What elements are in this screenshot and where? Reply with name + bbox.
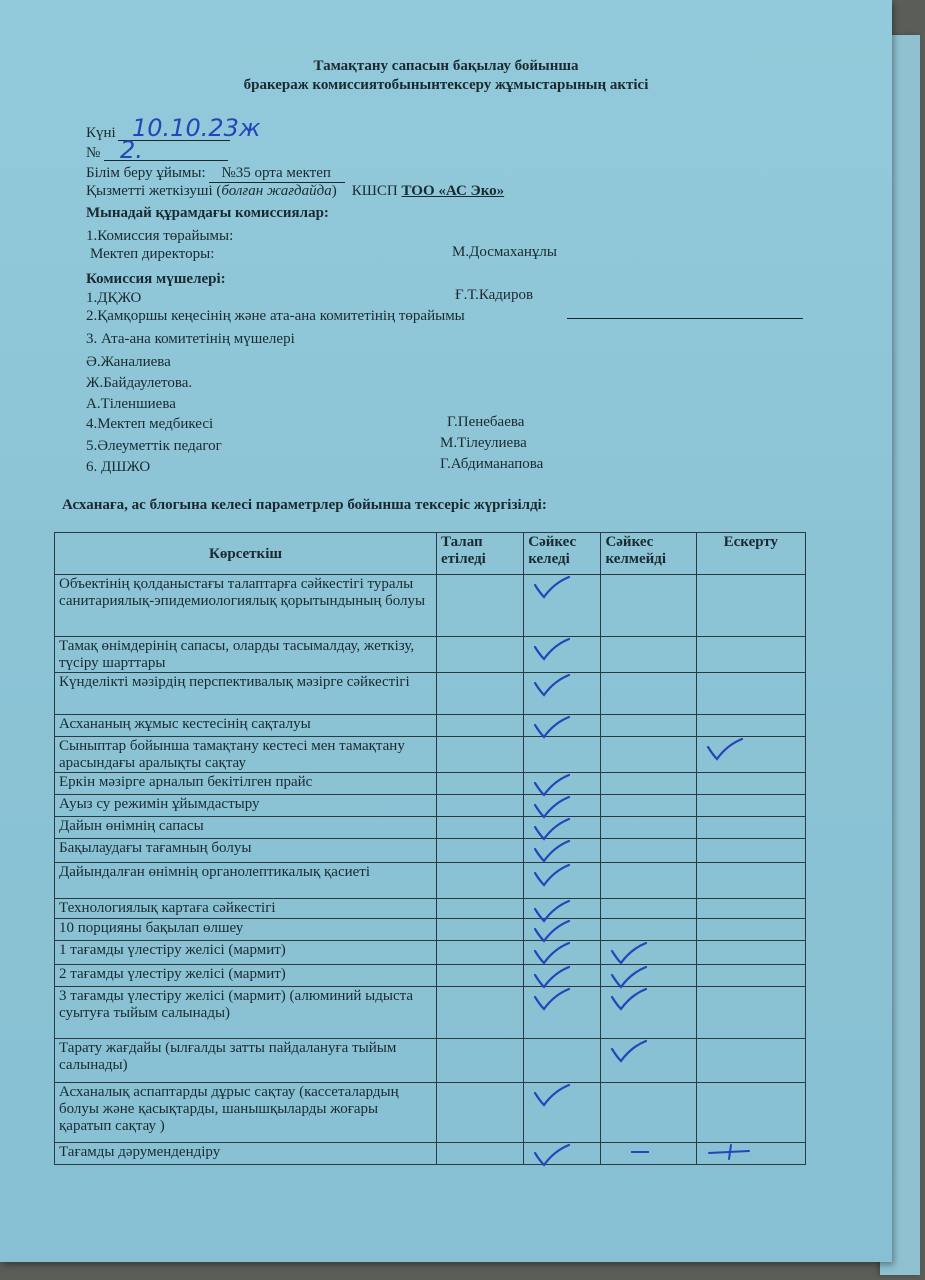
table-row [55,1143,806,1165]
member1-name: Ғ.Т.Кадиров [455,287,534,303]
row-nomatch-cell [601,637,696,673]
row-note-cell [696,941,805,965]
row-nomatch-cell [601,941,696,965]
row-indicator-text: 2 тағамды үлестіру желісі (мармит) [55,965,437,987]
row-indicator-text: 1 тағамды үлестіру желісі (мармит) [55,941,437,965]
row-required-cell [437,987,524,1039]
handwritten-check-icon [532,1143,572,1169]
row-required-cell [437,941,524,965]
member5-label: 5.Әлеуметтік педагог [86,438,222,454]
row-match-cell [524,773,601,795]
table-row [55,817,806,839]
row-note-cell [696,795,805,817]
table-row [55,941,806,965]
row-match-cell [524,1083,601,1143]
table-row [55,773,806,795]
row-match-cell [524,919,601,941]
table-row [55,899,806,919]
row-nomatch-cell [601,773,696,795]
row-match-cell [524,817,601,839]
row-note-cell [696,1083,805,1143]
row-required-cell [437,1039,524,1083]
table-row [55,965,806,987]
handwritten-check-icon [532,863,572,889]
number-handwritten: 2. [120,136,143,164]
row-required-cell [437,899,524,919]
row-note-cell [696,987,805,1039]
supplier-row [86,183,504,200]
org-value: №35 орта мектеп [209,165,345,183]
row-note-cell [696,637,805,673]
handwritten-dash-icon [631,1151,649,1153]
row-match-cell [524,795,601,817]
row-nomatch-cell [601,965,696,987]
row-required-cell [437,673,524,715]
row-required-cell [437,795,524,817]
table-row [55,715,806,737]
row-nomatch-cell [601,1039,696,1083]
row-note-cell [696,673,805,715]
row-indicator-text: 10 порцияны бақылап өлшеу [55,919,437,941]
member5-name: М.Тілеулиева [440,435,527,451]
row-indicator-text: 3 тағамды үлестіру желісі (мармит) (алюминий ыдыста суытуға тыйым салынады) [55,987,437,1039]
row-required-cell [437,919,524,941]
org-row [86,165,345,183]
member3-name-a: Ә.Жаналиева [86,354,171,370]
director-label: Мектеп директоры: [90,246,215,262]
row-indicator-text: Ауыз су режимін ұйымдастыру [55,795,437,817]
row-indicator-text: Тағамды дәрумендендіру [55,1143,437,1165]
col-header-required: Талап етіледі [437,533,524,575]
row-required-cell [437,773,524,795]
row-nomatch-cell [601,863,696,899]
org-label: Білім беру ұйымы: [86,165,206,181]
row-match-cell [524,673,601,715]
row-indicator-text: Күнделікті мәзірдің перспективалық мәзірге сәйкестігі [55,673,437,715]
row-required-cell [437,575,524,637]
supplier-label: Қызметті жеткізуші ( [86,183,222,199]
row-match-cell [524,637,601,673]
row-nomatch-cell [601,715,696,737]
handwritten-check-icon [532,575,572,601]
row-required-cell [437,737,524,773]
director-name: М.Досмаханұлы [452,244,557,260]
row-required-cell [437,817,524,839]
table-row [55,987,806,1039]
row-nomatch-cell [601,795,696,817]
row-match-cell [524,575,601,637]
row-note-cell [696,863,805,899]
row-indicator-text: Сыныптар бойынша тамақтану кестесі мен тамақтану арасындағы аралықты сақтау [55,737,437,773]
row-match-cell [524,1039,601,1083]
table-row [55,637,806,673]
row-required-cell [437,1143,524,1165]
inspection-table [54,532,806,1165]
row-required-cell [437,839,524,863]
row-nomatch-cell [601,673,696,715]
date-label: Күні [86,125,116,141]
row-note-cell [696,737,805,773]
handwritten-plus-icon [705,1143,755,1163]
row-match-cell [524,899,601,919]
row-nomatch-cell [601,1143,696,1165]
row-indicator-text: Бақылаудағы тағамның болуы [55,839,437,863]
table-row [55,673,806,715]
handwritten-check-icon [532,941,572,967]
table-row [55,795,806,817]
row-indicator-text: Асханалық аспаптарды дұрыс сақтау (кассеталардың болуы және қасықтарды, шанышқыларды жоғары қаратып сақтау ) [55,1083,437,1143]
row-note-cell [696,715,805,737]
row-nomatch-cell [601,987,696,1039]
row-nomatch-cell [601,817,696,839]
row-note-cell [696,965,805,987]
table-row [55,1039,806,1083]
table-header-row [55,533,806,575]
commission-heading: Мынадай құрамдағы комиссиялар: [86,205,329,221]
row-match-cell [524,1143,601,1165]
row-required-cell [437,965,524,987]
member1-label: 1.ДҚЖО [86,290,142,306]
supplier-close: ) [331,183,337,199]
chair-label: 1.Комиссия төрайымы: [86,228,234,244]
row-required-cell [437,715,524,737]
row-match-cell [524,715,601,737]
handwritten-check-icon [609,987,649,1013]
member3-label: 3. Ата-ана комитетінің мүшелері [86,331,295,347]
col-header-match: Сәйкес келеді [524,533,601,575]
document-title-line2: бракераж комиссиятобынынтексеру жұмыстарының актісі [243,77,649,93]
handwritten-check-icon [532,839,572,865]
row-match-cell [524,941,601,965]
row-nomatch-cell [601,899,696,919]
row-match-cell [524,737,601,773]
row-required-cell [437,1083,524,1143]
document-title-line1: Тамақтану сапасын бақылау бойынша [313,58,579,74]
handwritten-check-icon [609,941,649,967]
row-note-cell [696,1143,805,1165]
handwritten-check-icon [609,1039,649,1065]
row-required-cell [437,637,524,673]
row-match-cell [524,839,601,863]
row-note-cell [696,839,805,863]
row-note-cell [696,899,805,919]
row-match-cell [524,987,601,1039]
handwritten-check-icon [532,673,572,699]
members-heading: Комиссия мүшелері: [86,271,226,287]
supplier-italic: болған жағдайда [221,183,332,199]
supplier-prefix: КШСП [351,183,398,199]
row-nomatch-cell [601,575,696,637]
member6-label: 6. ДШЖО [86,459,151,475]
row-note-cell [696,773,805,795]
row-note-cell [696,1039,805,1083]
member6-name: Г.Абдиманапова [440,456,544,472]
col-header-note: Ескерту [696,533,805,575]
handwritten-check-icon [532,1083,572,1109]
member4-name: Г.Пенебаева [447,414,525,430]
handwritten-check-icon [705,737,745,763]
member2-label: 2.Қамқоршы кеңесінің және ата-ана комитетінің төрайымы [86,308,465,324]
date-handwritten: 10.10.23ж [132,114,261,142]
row-indicator-text: Асхананың жұмыс кестесінің сақталуы [55,715,437,737]
row-match-cell [524,863,601,899]
number-label: № [86,145,101,161]
row-indicator-text: Технологиялық картаға сәйкестігі [55,899,437,919]
handwritten-check-icon [532,637,572,663]
member2-signature-line [567,318,803,319]
row-note-cell [696,817,805,839]
table-row [55,737,806,773]
table-row [55,839,806,863]
row-nomatch-cell [601,839,696,863]
row-nomatch-cell [601,737,696,773]
row-nomatch-cell [601,919,696,941]
row-match-cell [524,965,601,987]
member4-label: 4.Мектеп медбикесі [86,416,214,432]
row-indicator-text: Тамақ өнімдерінің сапасы, оларды тасымалдау, жеткізу, түсіру шарттары [55,637,437,673]
supplier-value: ТОО «АС Эко» [401,183,505,199]
row-indicator-text: Тарату жағдайы (ылғалды затты пайдалануға тыйым салынады) [55,1039,437,1083]
row-indicator-text: Еркін мәзірге арналып бекітілген прайс [55,773,437,795]
row-note-cell [696,919,805,941]
row-note-cell [696,575,805,637]
table-row [55,575,806,637]
handwritten-check-icon [532,987,572,1013]
row-indicator-text: Объектінің қолданыстағы талаптарға сәйкестігі туралы санитариялық-эпидемиологиялық қорытындының болуы [55,575,437,637]
row-indicator-text: Дайындалған өнімнің органолептикалық қасиеті [55,863,437,899]
member3-name-c: А.Тіленшиева [86,396,176,412]
col-header-indicator: Көрсеткіш [55,533,437,575]
col-header-nomatch: Сәйкес келмейді [601,533,696,575]
inspection-heading: Асханаға, ас блогына келесі параметрлер бойынша тексеріс жүргізілді: [62,497,547,513]
row-required-cell [437,863,524,899]
member3-name-b: Ж.Байдаулетова. [86,375,193,391]
table-row [55,919,806,941]
table-row [55,863,806,899]
table-row [55,1083,806,1143]
row-nomatch-cell [601,1083,696,1143]
row-indicator-text: Дайын өнімнің сапасы [55,817,437,839]
